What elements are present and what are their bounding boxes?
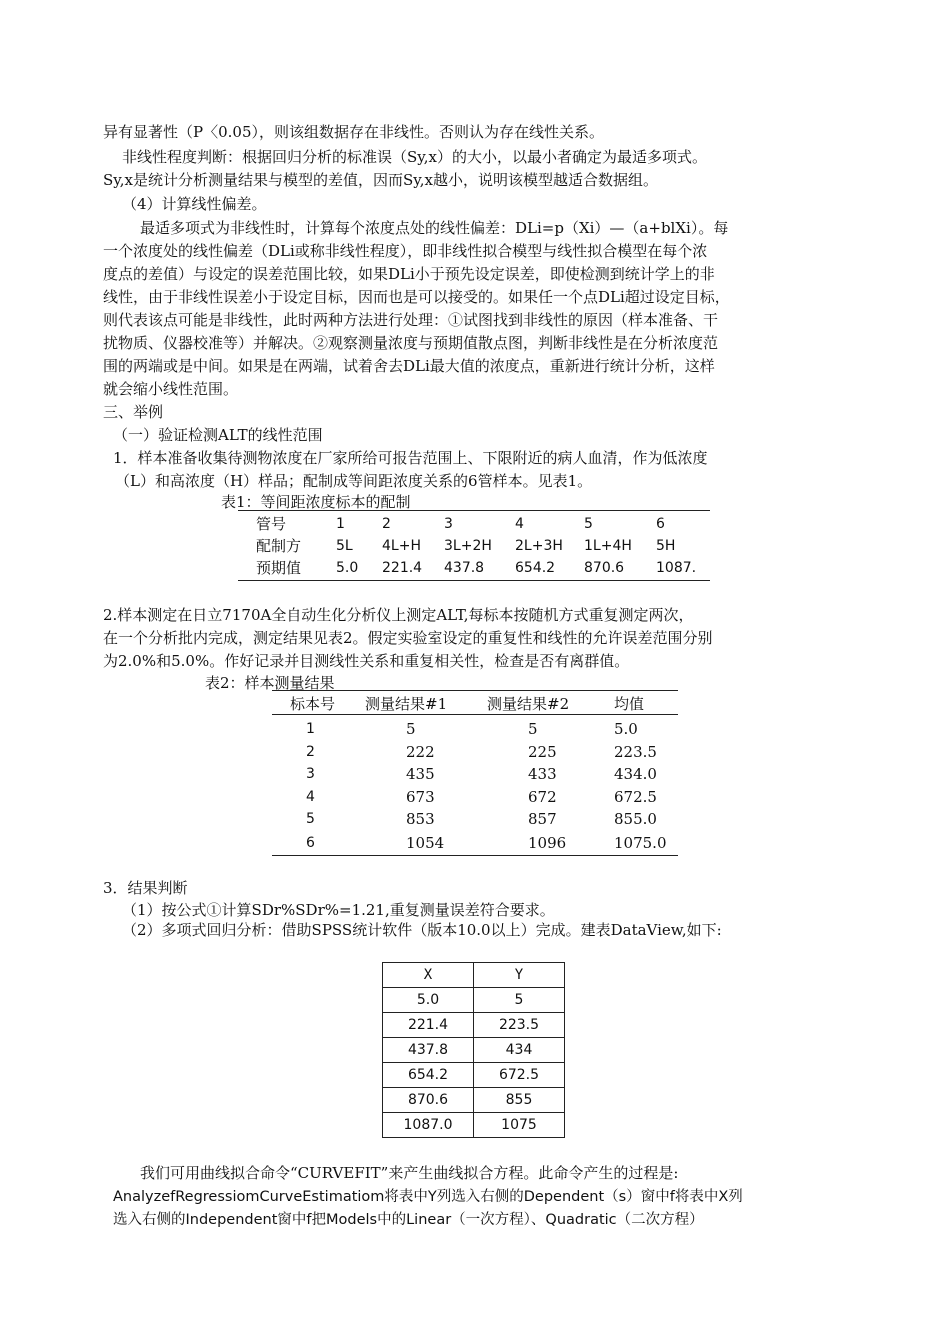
table2-cell: 434.0 xyxy=(614,765,657,783)
dataview-cell: 654.2 xyxy=(383,1063,474,1088)
table2-cell: 5 xyxy=(528,720,538,738)
table2-header-rule xyxy=(272,714,678,715)
table2-header-cell: 均值 xyxy=(614,695,645,713)
dataview-table xyxy=(382,962,565,1138)
table1-caption: 表1：等间距浓度标本的配制 xyxy=(221,493,411,511)
table1-cell: 配制方 xyxy=(256,537,302,555)
dataview-cell: 5.0 xyxy=(383,988,474,1013)
para-line: AnalyzefRegressiomCurveEstimatiom将表中Y列选入右侧的Dependent（s）窗中f将表中X列 xyxy=(113,1189,743,1205)
table2-cell: 855.0 xyxy=(614,810,657,828)
table1-cell: 1L+4H xyxy=(584,538,632,554)
dataview-cell: 855 xyxy=(474,1088,565,1113)
table2-cell: 6 xyxy=(306,835,315,851)
table1-header-cell: 3 xyxy=(444,516,453,532)
para-line: 非线性程度判断：根据回归分析的标准误（Sy,x）的大小，以最小者确定为最适多项式。 xyxy=(122,148,707,166)
section-heading: 三、举例 xyxy=(103,403,164,421)
table1-cell: 1087. xyxy=(656,560,697,576)
dataview-cell: 221.4 xyxy=(383,1013,474,1038)
table2-header-cell: 测量结果#1 xyxy=(365,695,448,713)
table2-cell: 1 xyxy=(306,721,315,737)
table2-top-rule xyxy=(272,690,678,691)
table1-cell: 437.8 xyxy=(444,560,485,576)
para-line: （4）计算线性偏差。 xyxy=(122,195,267,213)
dataview-cell: 223.5 xyxy=(474,1013,565,1038)
dataview-cell: 870.6 xyxy=(383,1088,474,1113)
table2-cell: 222 xyxy=(406,743,435,761)
table1-header-cell: 管号 xyxy=(256,515,287,533)
table2-header-cell: 标本号 xyxy=(290,695,336,713)
para-line: Sy,x是统计分析测量结果与模型的差值，因而Sy,x越小，说明该模型越适合数据组。 xyxy=(103,171,658,189)
para-line: （2）多项式回归分析：借助SPSS统计软件（版本10.0以上）完成。建表DataView,如下: xyxy=(122,921,722,939)
table2-cell: 857 xyxy=(528,810,557,828)
para-line: 2.样本测定在日立7170A全自动生化分析仪上测定ALT,每标本按随机方式重复测定两次， xyxy=(103,606,694,624)
table2-cell: 223.5 xyxy=(614,743,657,761)
table2-cell: 1075.0 xyxy=(614,834,667,852)
dataview-cell: 434 xyxy=(474,1038,565,1063)
table2-cell: 1096 xyxy=(528,834,567,852)
table2-cell: 672.5 xyxy=(614,788,657,806)
para-line: 我们可用曲线拟合命令“CURVEFIT”来产生曲线拟合方程。此命令产生的过程是: xyxy=(140,1164,679,1182)
table2-bottom-rule xyxy=(272,855,678,856)
para-line: 为2.0%和5.0%。作好记录并目测线性关系和重复相关性，检查是否有离群值。 xyxy=(103,652,630,670)
table2-cell: 433 xyxy=(528,765,557,783)
table1-header-cell: 5 xyxy=(584,516,593,532)
table2-cell: 673 xyxy=(406,788,435,806)
table1-top-rule xyxy=(238,510,710,511)
dataview-cell: 672.5 xyxy=(474,1063,565,1088)
table1-cell: 4L+H xyxy=(382,538,421,554)
table2-cell: 5 xyxy=(306,811,315,827)
table2-cell: 5.0 xyxy=(614,720,638,738)
dataview-header-cell: X xyxy=(383,963,474,988)
para-line: 最适多项式为非线性时，计算每个浓度点处的线性偏差：DLi=p（Xi）—（a+blXi）。每 xyxy=(140,219,729,237)
table1-header-cell: 1 xyxy=(336,516,345,532)
dataview-header-cell: Y xyxy=(474,963,565,988)
table1-cell: 5L xyxy=(336,538,353,554)
para-line: 3．结果判断 xyxy=(103,879,188,897)
para-line: 线性，由于非线性误差小于设定目标，因而也是可以接受的。如果任一个点DLi超过设定目标， xyxy=(103,288,730,306)
table2-cell: 3 xyxy=(306,766,315,782)
para-line: 异有显著性（P〈0.05），则该组数据存在非线性。否则认为存在线性关系。 xyxy=(103,123,604,141)
para-line: 扰物质、仪器校准等）并解决。②观察测量浓度与预期值散点图，判断非线性是在分析浓度范 xyxy=(103,334,719,352)
table2-header-cell: 测量结果#2 xyxy=(487,695,570,713)
table1-cell: 预期值 xyxy=(256,559,302,577)
table1-cell: 3L+2H xyxy=(444,538,492,554)
para-line: 就会缩小线性范围。 xyxy=(103,380,239,398)
para-line: 一个浓度处的线性偏差（DLi或称非线性程度），即非线性拟合模型与线性拟合模型在每个浓 xyxy=(103,242,708,260)
table1-header-cell: 4 xyxy=(515,516,524,532)
para-line: 围的两端或是中间。如果是在两端，试着舍去DLi最大值的浓度点，重新进行统计分析，这样 xyxy=(103,357,715,375)
dataview-cell: 1087.0 xyxy=(383,1113,474,1138)
table1-cell: 2L+3H xyxy=(515,538,563,554)
para-line: （L）和高浓度（H）样品；配制成等间距浓度关系的6管样本。见表1。 xyxy=(115,472,593,490)
table2-caption: 表2：样本测量结果 xyxy=(205,674,335,692)
table2-cell: 853 xyxy=(406,810,435,828)
table1-header-cell: 6 xyxy=(656,516,665,532)
table1-cell: 654.2 xyxy=(515,560,556,576)
table1-header-cell: 2 xyxy=(382,516,391,532)
dataview-cell: 1075 xyxy=(474,1113,565,1138)
para-line: 选入右侧的Independent窗中f把Models中的Linear（一次方程）、Quadratic（二次方程） xyxy=(113,1212,704,1228)
table1-cell: 870.6 xyxy=(584,560,625,576)
table1-cell: 221.4 xyxy=(382,560,423,576)
table2-cell: 5 xyxy=(406,720,416,738)
para-line: 1．样本准备收集待测物浓度在厂家所给可报告范围上、下限附近的病人血清，作为低浓度 xyxy=(113,449,708,467)
para-line: 则代表该点可能是非线性，此时两种方法进行处理：①试图找到非线性的原因（样本准备、干 xyxy=(103,311,719,329)
dataview-cell: 437.8 xyxy=(383,1038,474,1063)
table1-cell: 5.0 xyxy=(336,560,359,576)
table2-cell: 4 xyxy=(306,789,315,805)
table2-cell: 435 xyxy=(406,765,435,783)
para-line: 度点的差值）与设定的误差范围比较，如果DLi小于预先设定误差，即使检测到统计学上的非 xyxy=(103,265,715,283)
subsection-heading: （一）验证检测ALT的线性范围 xyxy=(113,426,323,444)
para-line: 在一个分析批内完成，测定结果见表2。假定实验室设定的重复性和线性的允许误差范围分别 xyxy=(103,629,713,647)
table1-cell: 5H xyxy=(656,538,676,554)
table2-cell: 672 xyxy=(528,788,557,806)
table2-cell: 2 xyxy=(306,744,315,760)
dataview-cell: 5 xyxy=(474,988,565,1013)
table2-cell: 1054 xyxy=(406,834,445,852)
table2-cell: 225 xyxy=(528,743,557,761)
para-line: （1）按公式①计算SDr%SDr%=1.21,重复测量误差符合要求。 xyxy=(122,901,555,919)
table1-bottom-rule xyxy=(238,580,710,581)
